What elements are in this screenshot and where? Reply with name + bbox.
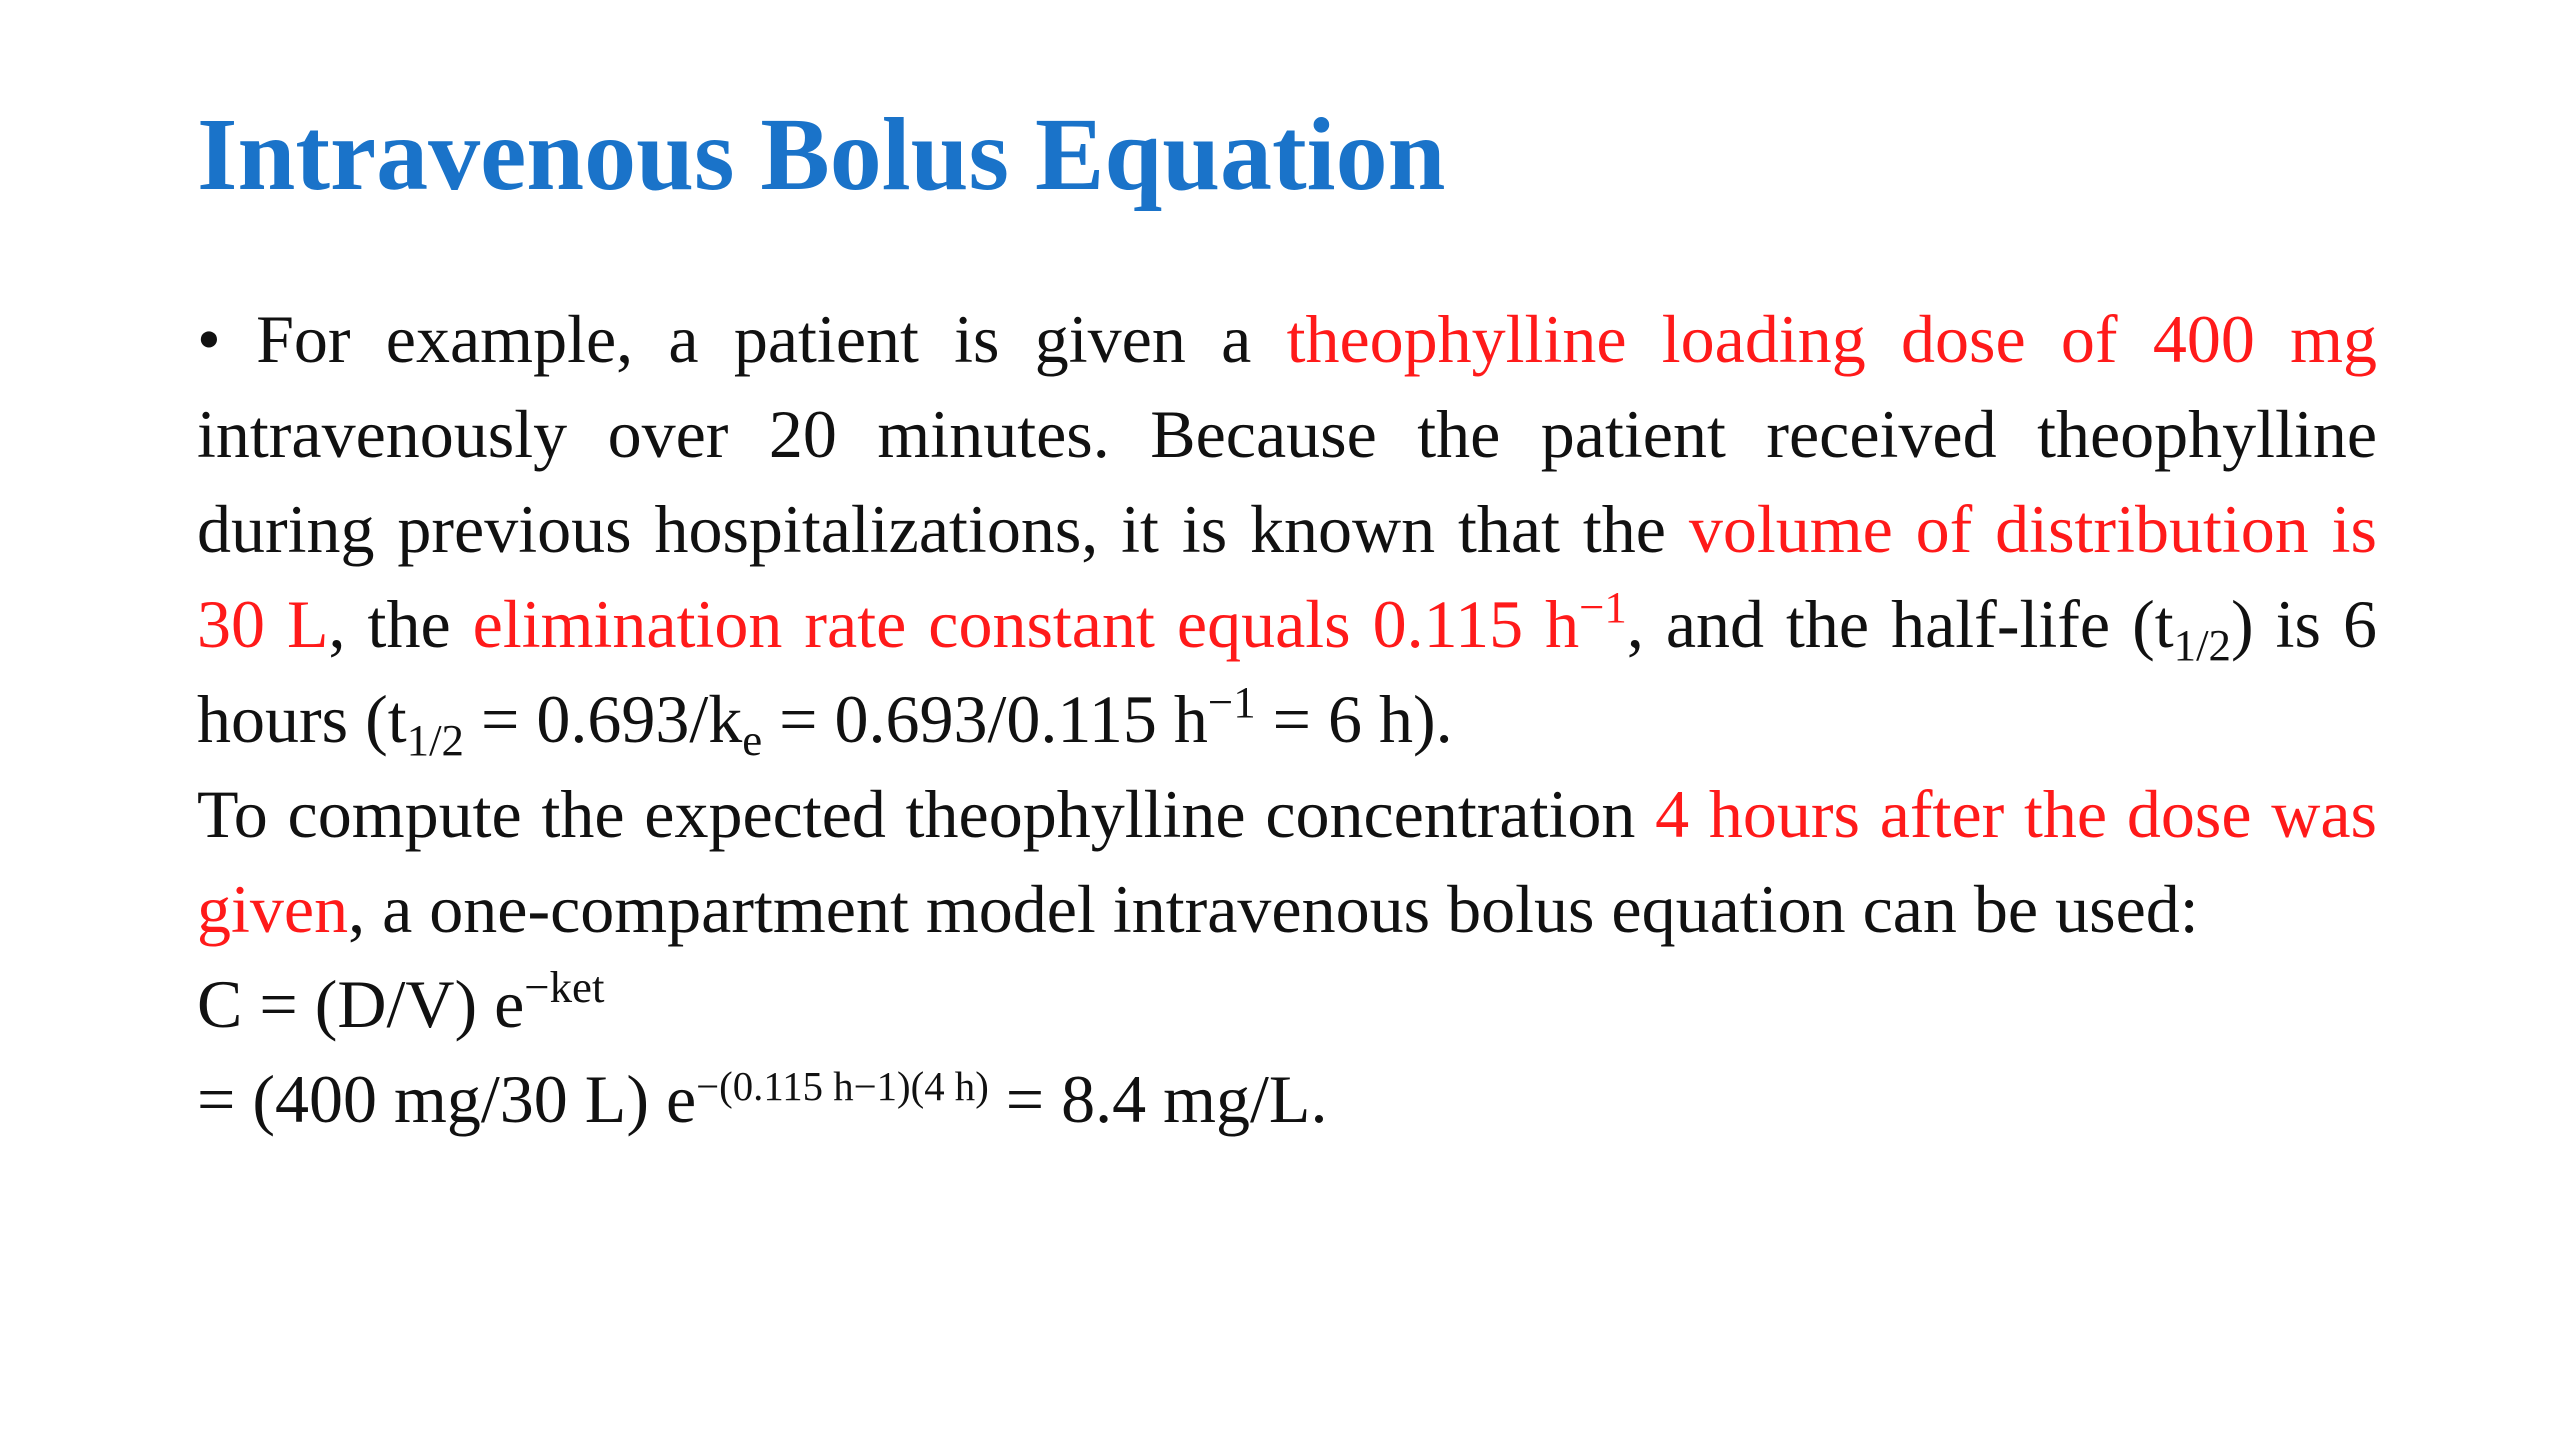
text-segment: = 0.693/0.115 h — [762, 681, 1208, 757]
equation-substituted — [197, 1052, 2377, 1147]
subscript: 1/2 — [2173, 619, 2231, 670]
equation-base: = (400 mg/30 L) e — [197, 1061, 697, 1137]
subscript: 1/2 — [406, 714, 464, 765]
highlight-volume-of-distribution: volume of distribution is 30 L — [197, 491, 2377, 662]
equation-general — [197, 957, 2377, 1052]
superscript: −1 — [1207, 677, 1256, 728]
text-segment: To compute the expected theophylline concentration — [197, 776, 1656, 852]
text-segment: For example, a patient is given a — [256, 301, 1287, 377]
exponent: −ket — [524, 962, 605, 1013]
highlight-time-after-dose: 4 hours after the dose was given — [197, 776, 2377, 947]
text-segment: intravenously over 20 minutes. Because the patient received theophylline during previous hospitalizations, it is known that the — [197, 396, 2377, 567]
slide-title: Intravenous Bolus Equation — [197, 97, 1446, 212]
text-segment: elimination rate constant equals 0.115 h — [472, 586, 1580, 662]
compute-paragraph — [197, 767, 2377, 957]
text-segment: , and the half-life (t — [1626, 586, 2174, 662]
superscript: −1 — [1579, 582, 1627, 633]
exponent: −(0.115 h−1)(4 h) — [696, 1063, 989, 1109]
text-segment: = 6 h). — [1255, 681, 1453, 757]
subscript: e — [742, 714, 763, 765]
text-segment: = 0.693/k — [464, 681, 743, 757]
slide-body — [197, 292, 2377, 1147]
highlight-loading-dose: theophylline loading dose of 400 mg — [1286, 301, 2377, 377]
equation-result: = 8.4 mg/L. — [988, 1061, 1328, 1137]
highlight-elimination-rate — [472, 582, 1627, 662]
equation-base: C = (D/V) e — [197, 966, 525, 1042]
example-paragraph — [197, 292, 2377, 767]
text-segment: ) is 6 hours (t — [197, 586, 2377, 757]
text-segment: , the — [328, 586, 473, 662]
text-segment: , a one-compartment model intravenous bolus equation can be used: — [348, 871, 2199, 947]
bullet-glyph: • — [197, 301, 221, 377]
